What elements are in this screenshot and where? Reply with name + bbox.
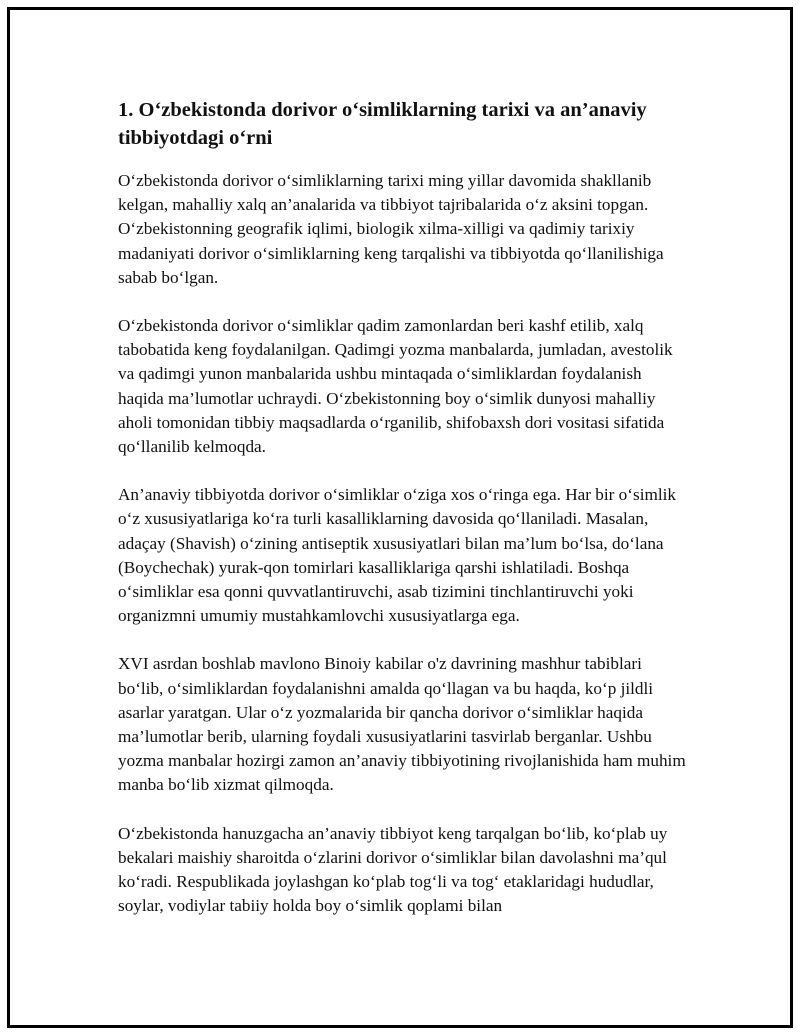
paragraph-1: O‘zbekistonda dorivor o‘simliklarning tarixi ming yillar davomida shakllanib kelgan, mahalliy xalq an’analarida va tibbiyot tajribalarida o‘z aksini topgan. O‘zbekistonning geografik iqlimi, biologik xilma-xilligi va qadimiy tarixiy madaniyati dorivor o‘simliklarning keng tarqalishi va tibbiyotda qo‘llanilishiga sabab bo‘lgan. — [118, 171, 664, 287]
paragraph-3: An’anaviy tibbiyotda dorivor o‘simliklar o‘ziga xos o‘ringa ega. Har bir o‘simlik o‘z xususiyatlariga ko‘ra turli kasalliklarning davosida qo‘llaniladi. Masalan, adaçay (Shavish) o‘zining antiseptik xususiyatlari bilan ma’lum bo‘lsa, do‘lana (Boychechak) yurak-qon tomirlari kasalliklariga qarshi ishlatiladi. Boshqa o‘simliklar esa qonni quvvatlantiruvchi, asab tizimini tinchlantiruvchi yoki organizmni umumiy mustahkamlovchi xususiyatlarga ega. — [118, 485, 676, 626]
section-heading: 1. O‘zbekistonda dorivor o‘simliklarning tarixi va an’anaviy tibbiyotdagi o‘rni — [118, 99, 647, 149]
paragraph-4: XVI asrdan boshlab mavlono Binoiy kabilar o'z davrining mashhur tabiblari bo‘lib, o‘simliklardan foydalanishni amalda qo‘llagan va bu haqda, ko‘p jildli asarlar yaratgan. Ular o‘z yozmalarida bir qancha dorivor o‘simliklar haqida ma’lumotlar berib, ularning foydali xususiyatlarini tasvirlab berganlar. Ushbu yozma manbalar hozirgi zamon an’anaviy tibbiyotining rivojlanishida ham muhim manba bo‘lib xizmat qilmoqda. — [118, 654, 686, 795]
paragraph-5: O‘zbekistonda hanuzgacha an’anaviy tibbiyot keng tarqalgan bo‘lib, ko‘plab uy bekalari maishiy sharoitda o‘zlarini dorivor o‘simliklar bilan davolashni ma’qul ko‘radi. Respublikada joylashgan ko‘plab tog‘li va tog‘ etaklaridagi hududlar, soylar, vodiylar tabiiy holda boy o‘simlik qoplami bilan — [118, 823, 668, 916]
paragraph-2: O‘zbekistonda dorivor o‘simliklar qadim zamonlardan beri kashf etilib, xalq tabobatida keng foydalanilgan. Qadimgi yozma manbalarda, jumladan, avestolik va qadimgi yunon manbalarida ushbu mintaqada o‘simliklardan foydalanish haqida ma’lumotlar uchraydi. O‘zbekistonning boy o‘simlik dunyosi mahalliy aholi tomonidan tibbiy maqsadlarda o‘rganilib, shifobaxsh dori vositasi sifatida qo‘llanilib kelmoqda. — [118, 316, 673, 457]
document-body — [118, 96, 686, 942]
